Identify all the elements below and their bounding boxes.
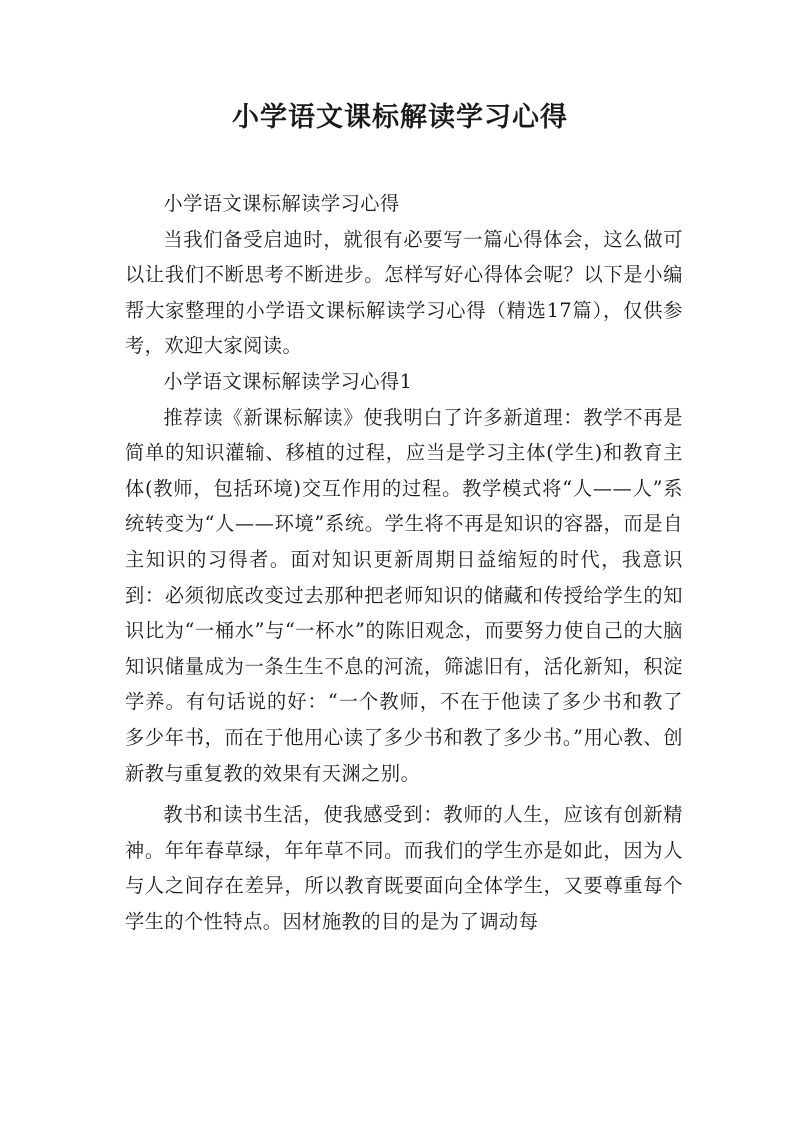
paragraph-body-2: 教书和读书生活，使我感受到：教师的人生，应该有创新精神。年年春草绿，年年草不同。而我们的学生亦是如此，因为人与人之间存在差异，所以教育既要面向全体学生，又要尊重每个学生的个性特点。因材施教的目的是为了调动每	[125, 803, 683, 933]
paragraph-body-1: 推荐读《新课标解读》使我明白了许多新道理：教学不再是简单的知识灌输、移植的过程，应当是学习主体(学生)和教育主体(教师，包括环境)交互作用的过程。教学模式将“人——人”系统转变为“人——环境”系统。学生将不再是知识的容器，而是自主知识的习得者。面对知识更新周期日益缩短的时代，我意识到：必须彻底改变过去那种把老师知识的储藏和传授给学生的知识比为“一桶水”与“一杯水”的陈旧观念，而要努力使自己的大脑知识储量成为一条生生不息的河流，筛滤旧有，活化新知，积淀学养。有句话说的好：“一个教师，不在于他读了多少书和教了多少年书，而在于他用心读了多少书和教了多少书。”用心教、创新教与重复教的效果有天渊之别。	[125, 405, 683, 785]
paragraph-intro: 当我们备受启迪时，就很有必要写一篇心得体会，这么做可以让我们不断思考不断进步。怎样写好心得体会呢？以下是小编帮大家整理的小学语文课标解读学习心得（精选17篇），仅供参考，欢迎大家阅读。	[125, 227, 683, 358]
document-title: 小学语文课标解读学习心得	[232, 102, 568, 133]
document-body	[125, 186, 683, 939]
paragraph-subtitle: 小学语文课标解读学习心得	[163, 192, 400, 215]
paragraph-section-heading: 小学语文课标解读学习心得1	[163, 369, 413, 393]
